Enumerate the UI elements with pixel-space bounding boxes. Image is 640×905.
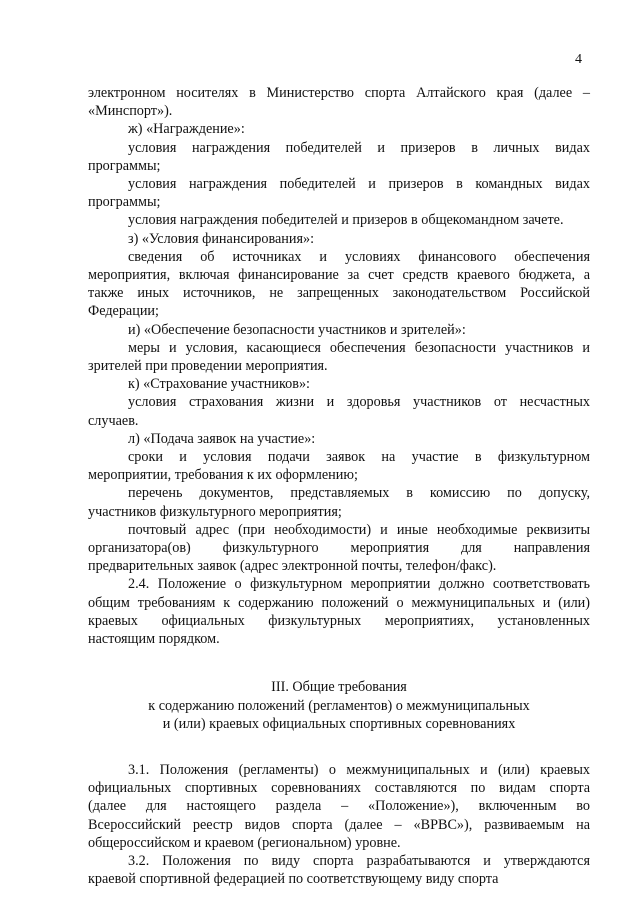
text-line: электронном носителях в Министерство спорта Алтайского края (далее – [88,85,590,101]
text-line: зрителей при проведении мероприятия. [88,358,328,375]
text-line: сроки и условия подачи заявок на участие в физкультурном [128,449,590,466]
text-line: программы; [88,157,161,174]
text-line: также иных источников, не запрещенных законодательством Российской [88,285,590,302]
text-line: общим требованиям к содержанию положений о межмуниципальных и (или) [88,594,590,611]
text-line: перечень документов, представляемых в комиссию по допуску, [128,485,590,502]
text-line: и) «Обеспечение безопасности участников и зрителей»: [128,321,466,338]
text-line: краевых официальных физкультурных мероприятиях, установленных [88,612,590,629]
heading-line: к содержанию положений (регламентов) о межмуниципальных [148,697,530,714]
text-line: «Минспорт»). [88,103,173,120]
text-line: предварительных заявок (адрес электронной почты, телефон/факс). [88,558,497,575]
text-line: почтовый адрес (при необходимости) и иные необходимые реквизиты [128,521,590,538]
text-line: з) «Условия финансирования»: [128,230,315,247]
page-number: 4 [575,52,582,67]
text-line: ж) «Награждение»: [128,121,245,138]
text-line: краевой спортивной федерацией по соответствующему виду спорта [88,871,499,888]
text-line: случаев. [88,412,139,429]
text-line: условия страхования жизни и здоровья участников от несчастных [128,394,590,411]
text-line: мероприятия, включая финансирование за счет средств краевого бюджета, а [88,267,590,284]
text-line: условия награждения победителей и призеров в личных видах [128,139,590,156]
heading-line: и (или) краевых официальных спортивных соревнованиях [162,715,516,732]
text-line: к) «Страхование участников»: [128,376,310,393]
text-line: мероприятии, требования к их оформлению; [88,467,358,484]
text-line: 2.4. Положение о физкультурном мероприятии должно соответствовать [128,576,590,593]
text-line: настоящим порядком. [88,631,220,648]
text-line: организатора(ов) физкультурного мероприятия для направления [88,540,590,557]
text-line: программы; [88,194,161,211]
text-line: участников физкультурного мероприятия; [88,503,342,520]
text-line: Всероссийский реестр видов спорта (далее – «ВРВС»), развиваемым на [88,816,590,833]
text-line: условия награждения победителей и призеров в общекомандном зачете. [128,212,564,229]
section-heading [88,678,590,733]
text-line: меры и условия, касающиеся обеспечения безопасности участников и [128,339,590,356]
text-line: 3.2. Положения по виду спорта разрабатываются и утверждаются [128,852,590,869]
text-line: сведения об источниках и условиях финансового обеспечения [128,248,590,265]
text-line: 3.1. Положения (регламенты) о межмуниципальных и (или) краевых [128,761,590,778]
document-body [88,84,590,888]
text-line: официальных спортивных соревнованиях составляются по видам спорта [88,780,590,797]
text-line: л) «Подача заявок на участие»: [128,430,316,447]
text-line: (далее для настоящего раздела – «Положение»), включенным во [88,798,590,815]
paragraphs-top [88,84,590,648]
text-line: общероссийском и краевом (региональном) уровне. [88,834,401,851]
heading-line: III. Общие требования [271,679,407,696]
text-line: Федерации; [88,303,159,320]
text-line: условия награждения победителей и призеров в командных видах [128,176,590,193]
paragraphs-bottom [88,761,590,888]
